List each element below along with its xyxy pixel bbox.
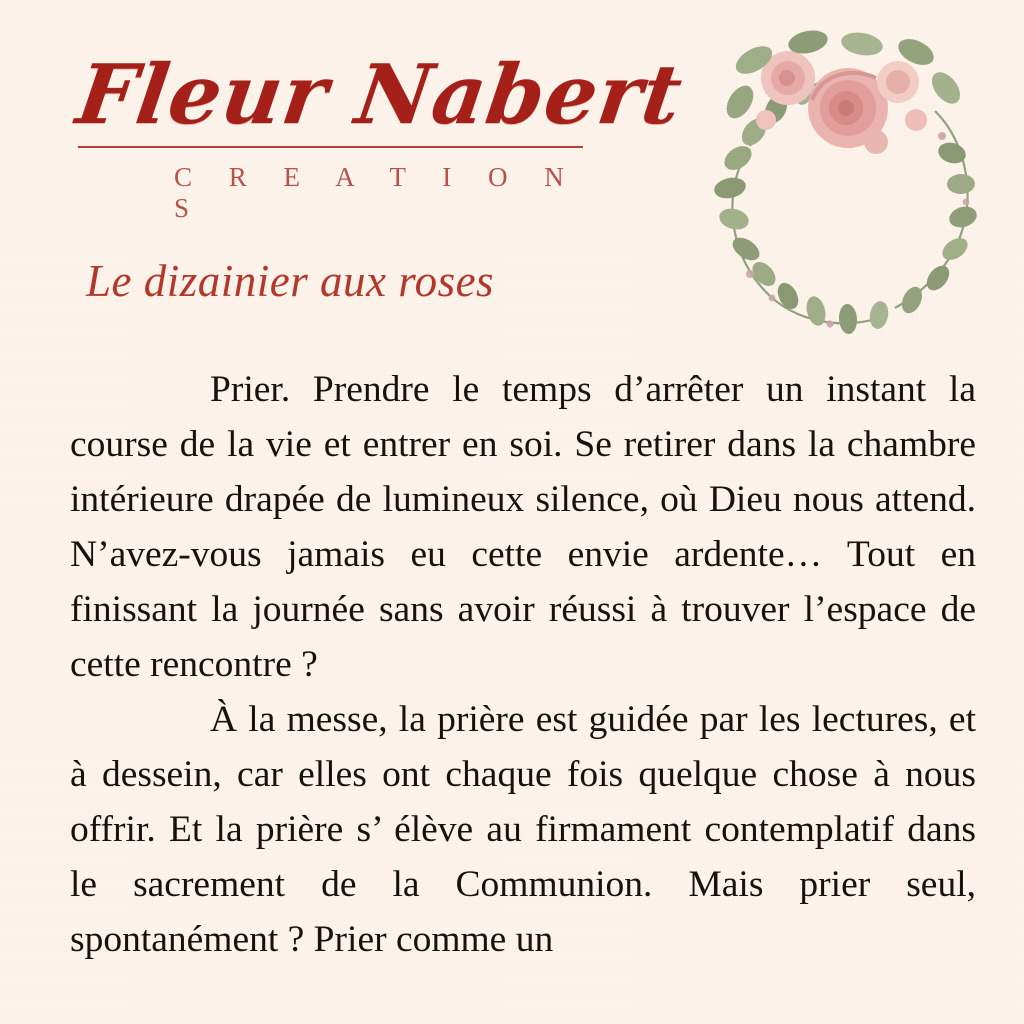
paragraph-2: À la messe, la prière est guidée par les lectures, et à dessein, car elles ont chaque fois quelque chose à nous offrir. Et la prière s’ élève au firmament contemplatif dans le sacrement de la Communion. Mais prier seul, spontanément ? Prier comme un — [70, 699, 976, 960]
brand-subtitle: C R E A T I O N S — [174, 162, 579, 224]
floral-wreath-icon — [680, 16, 1000, 346]
brand-divider — [78, 146, 583, 148]
brand-name: Fleur Nabert — [71, 47, 689, 143]
brand-header — [71, 47, 689, 224]
page-title: Le dizainier aux roses — [86, 256, 495, 306]
body-text — [70, 362, 976, 967]
paragraph-1: Prier. Prendre le temps d’arrêter un instant la course de la vie et entrer en soi. Se retirer dans la chambre intérieure drapée de lumineux silence, où Dieu nous attend. N’avez-vous jamais eu cette envie ardente… Tout en finissant la journée sans avoir réussi à trouver l’espace de cette rencontre ? — [70, 369, 976, 685]
